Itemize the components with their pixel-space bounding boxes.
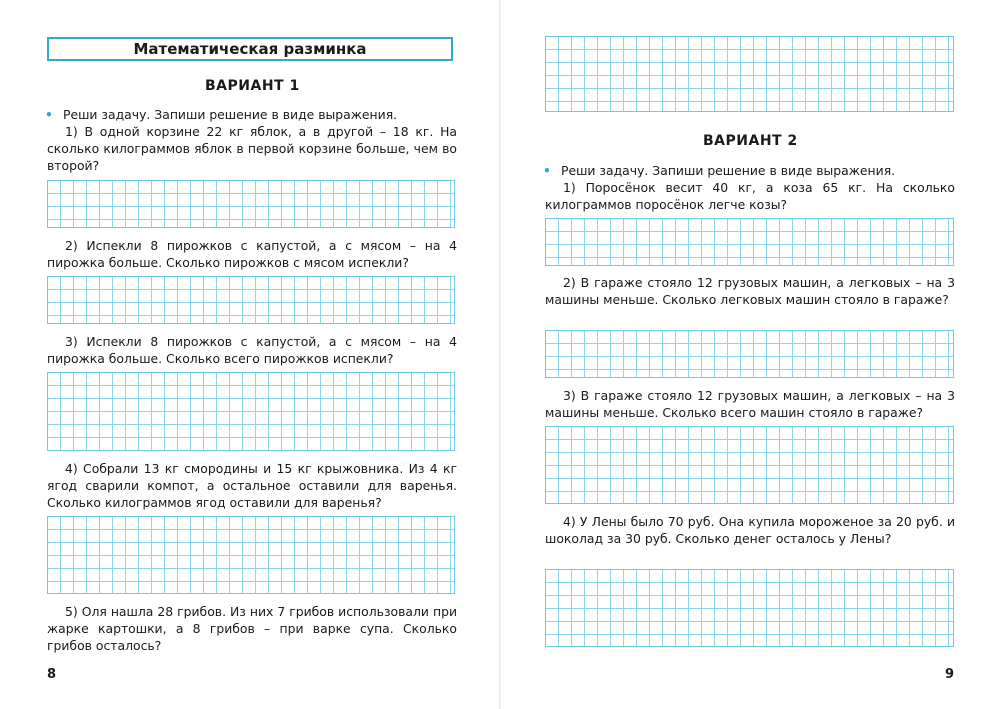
bullet-icon: • (45, 107, 53, 122)
page-number-left: 8 (47, 667, 57, 682)
answer-grid-v2-1[interactable] (545, 218, 954, 266)
bullet-icon: • (543, 163, 551, 178)
instruction-label: Реши задачу. Запиши решение в виде выражения. (63, 107, 398, 122)
task-v2-3: 3) В гараже стояло 12 грузовых машин, а легковых – на 3 машины меньше. Сколько всего машин стояло в гараже? (545, 388, 955, 420)
task-v2-1: 1) Поросёнок весит 40 кг, а коза 65 кг. На сколько килограммов поросёнок легче козы? (545, 180, 955, 212)
answer-grid-v1-3[interactable] (47, 372, 455, 451)
answer-grid-v1-2[interactable] (47, 276, 455, 324)
page-fold (499, 0, 501, 709)
task-v1-2: 2) Испекли 8 пирожков с капустой, а с мясом – на 4 пирожка больше. Сколько пирожков с мясом испекли? (47, 238, 457, 270)
page-number-right: 9 (945, 667, 955, 682)
answer-grid-v1-4[interactable] (47, 516, 455, 594)
variant-1-heading: ВАРИАНТ 1 (205, 78, 300, 94)
instruction-text-variant-1 (47, 106, 457, 123)
instruction-label: Реши задачу. Запиши решение в виде выражения. (561, 163, 896, 178)
answer-grid-v1-1[interactable] (47, 180, 455, 228)
task-v1-5: 5) Оля нашла 28 грибов. Из них 7 грибов использовали при жарке картошки, а 8 грибов – при варке супа. Сколько грибов осталось? (47, 604, 457, 653)
answer-grid-v2-4[interactable] (545, 569, 954, 647)
task-v2-2: 2) В гараже стояло 12 грузовых машин, а легковых – на 3 машины меньше. Сколько легковых машин стояло в гараже? (545, 275, 955, 307)
section-header: Математическая разминка (47, 37, 453, 61)
task-v1-3: 3) Испекли 8 пирожков с капустой, а с мясом – на 4 пирожка больше. Сколько всего пирожков испекли? (47, 334, 457, 366)
variant-2-heading: ВАРИАНТ 2 (703, 133, 798, 149)
task-v2-4: 4) У Лены было 70 руб. Она купила мороженое за 20 руб. и шоколад за 30 руб. Сколько денег осталось у Лены? (545, 514, 955, 546)
top-grid-right[interactable] (545, 36, 954, 112)
answer-grid-v2-3[interactable] (545, 426, 954, 504)
task-v1-1: 1) В одной корзине 22 кг яблок, а в другой – 18 кг. На сколько килограммов яблок в первой корзине больше, чем во второй? (47, 124, 457, 173)
answer-grid-v2-2[interactable] (545, 330, 954, 378)
instruction-text-variant-2 (545, 162, 955, 179)
task-v1-4: 4) Собрали 13 кг смородины и 15 кг крыжовника. Из 4 кг ягод сварили компот, а остальное оставили для варенья. Сколько килограммов ягод оставили для варенья? (47, 461, 457, 510)
